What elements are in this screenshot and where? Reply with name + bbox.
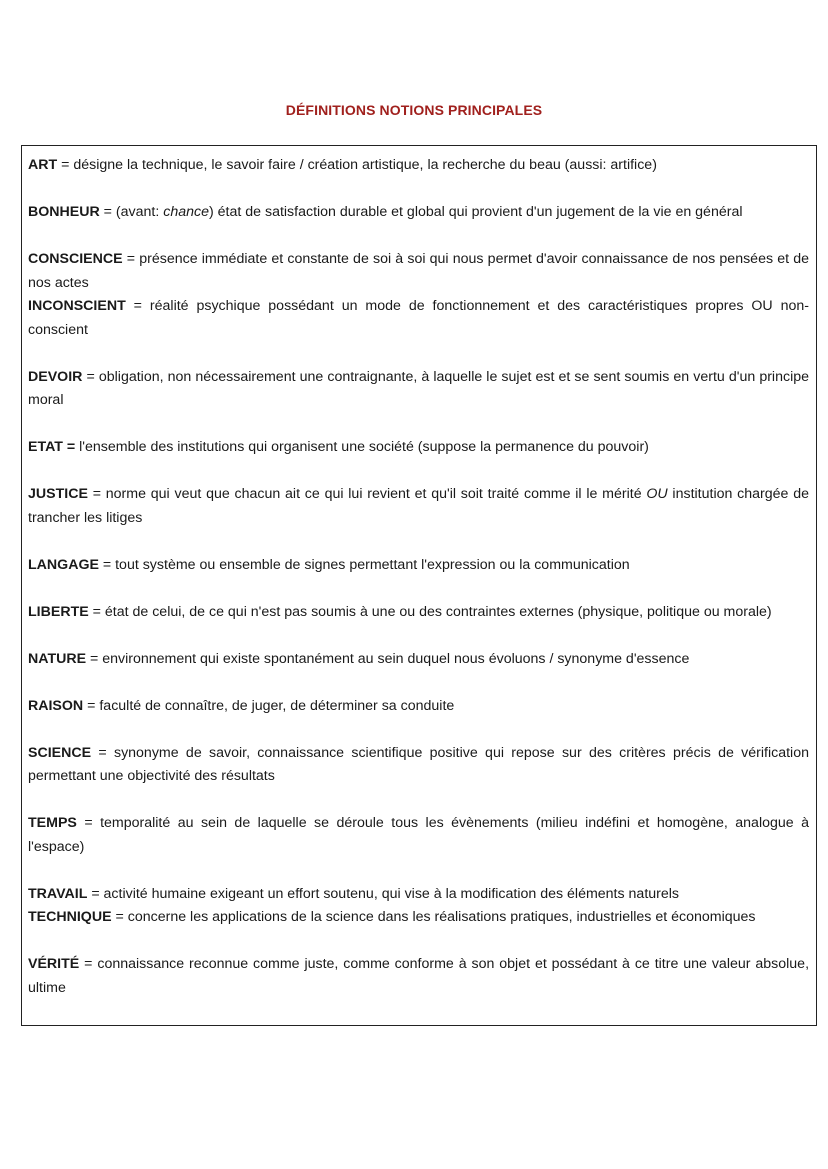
separator: = <box>86 650 103 667</box>
definitions-box <box>21 145 817 1026</box>
entry-nature <box>28 648 809 672</box>
entry-raison <box>28 695 809 719</box>
term: CONSCIENCE <box>28 251 123 267</box>
definition <box>116 204 743 220</box>
entry-langage <box>28 554 809 578</box>
entry-verite <box>28 953 809 1000</box>
entry-conscience <box>28 248 809 295</box>
definition: activité humaine exigeant un effort soutenu, qui vise à la modification des éléments naturels <box>103 885 680 902</box>
entry-science <box>28 742 809 789</box>
separator: = <box>87 885 104 902</box>
term: LANGAGE <box>28 556 99 573</box>
definition: réalité psychique possédant un mode de fonctionnement et des caractéristiques propres OU non-conscient <box>28 298 809 338</box>
definition: obligation, non nécessairement une contraignante, à laquelle le sujet est et se sent soumis en vertu d'un principe moral <box>28 368 810 408</box>
definition: tout système ou ensemble de signes permettant l'expression ou la communication <box>115 556 630 573</box>
separator: = <box>87 486 106 502</box>
term: INCONSCIENT <box>28 298 126 314</box>
definition: synonyme de savoir, connaissance scientifique positive qui repose sur des critères précis de vérification permettant une objectivité des résultats <box>28 744 809 784</box>
definition: état de celui, de ce qui n'est pas soumis à une ou des contraintes externes (physique, politique ou morale) <box>104 603 772 620</box>
separator: = <box>82 368 99 385</box>
term: TRAVAIL <box>28 885 88 902</box>
entry-technique <box>28 906 809 930</box>
entry-liberte <box>28 601 809 625</box>
page-title: DÉFINITIONS NOTIONS PRINCIPALES <box>285 102 543 118</box>
term: RAISON <box>28 697 84 714</box>
definition-part: norme qui veut que chacun ait ce qui lui revient et qu'il soit traité comme il le mérité <box>105 486 647 502</box>
term: VÉRITÉ <box>28 956 80 972</box>
separator: = <box>111 909 128 925</box>
term: NATURE <box>28 650 87 667</box>
separator: = <box>88 603 105 620</box>
separator: = <box>98 556 116 573</box>
term: JUSTICE <box>28 486 88 502</box>
definition-part: (avant: <box>115 204 164 220</box>
term: ETAT = <box>28 439 76 455</box>
separator: = <box>91 744 114 761</box>
entry-etat <box>28 436 809 460</box>
definition: présence immédiate et constante de soi à soi qui nous permet d'avoir connaissance de nos pensées et de nos actes <box>28 251 809 291</box>
definition-italic: OU <box>646 486 668 502</box>
definition-part: institution chargée de trancher les litiges <box>28 486 809 526</box>
separator: = <box>83 697 100 714</box>
term: DEVOIR <box>28 368 83 385</box>
entry-art <box>28 154 809 178</box>
entry-justice <box>28 483 809 530</box>
definition-part: ) état de satisfaction durable et global qui provient d'un jugement de la vie en général <box>208 204 743 220</box>
term: ART <box>28 157 58 173</box>
definition: concerne les applications de la science dans les réalisations pratiques, industrielles et économiques <box>127 909 756 925</box>
definition: connaissance reconnue comme juste, comme conforme à son objet et possédant à ce titre une valeur absolue, ultime <box>28 956 810 996</box>
definition: faculté de connaître, de juger, de déterminer sa conduite <box>99 697 455 714</box>
separator: = <box>125 298 150 314</box>
term: TEMPS <box>28 815 77 831</box>
definition-italic: chance <box>163 204 209 220</box>
entry-travail <box>28 883 809 907</box>
definition: l'ensemble des institutions qui organisent une société (suppose la permanence du pouvoir) <box>79 439 649 455</box>
term: BONHEUR <box>28 204 100 220</box>
definition: environnement qui existe spontanément au sein duquel nous évoluons / synonyme d'essence <box>102 650 690 667</box>
separator: = <box>122 251 140 267</box>
separator: = <box>76 815 101 831</box>
separator: = <box>79 956 98 972</box>
entry-inconscient <box>28 295 809 342</box>
term: SCIENCE <box>28 744 92 761</box>
entry-devoir <box>28 366 809 413</box>
separator: = <box>57 157 74 173</box>
entry-temps <box>28 812 809 859</box>
entry-bonheur <box>28 201 809 225</box>
separator: = <box>99 204 116 220</box>
definition: temporalité au sein de laquelle se déroule tous les évènements (milieu indéfini et homogène, analogue à l'espace) <box>28 815 809 855</box>
term: LIBERTE <box>28 603 89 620</box>
term: TECHNIQUE <box>28 909 112 925</box>
definition <box>28 486 809 526</box>
definition: désigne la technique, le savoir faire / création artistique, la recherche du beau (aussi: artifice) <box>73 157 657 173</box>
